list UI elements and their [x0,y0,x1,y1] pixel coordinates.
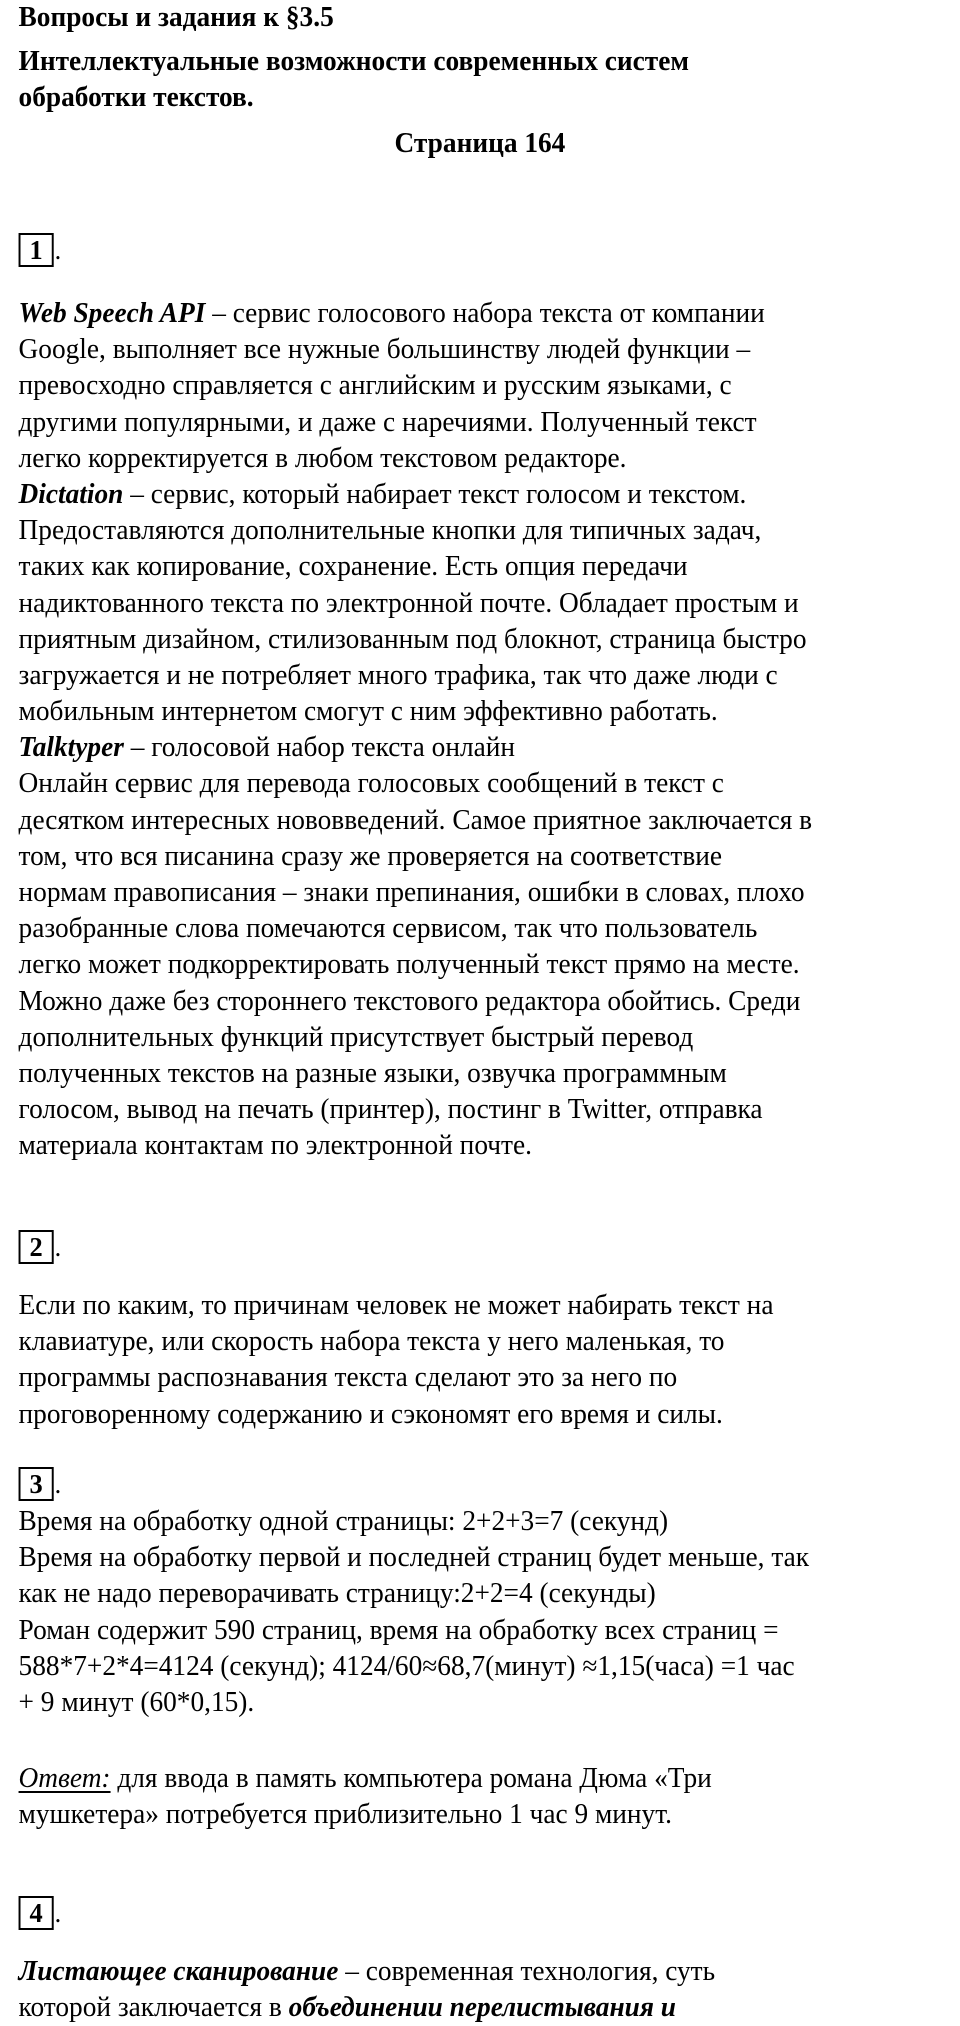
task-1-line: десятком интересных нововведений. Самое приятное заключается в [18,804,813,836]
task-1-line: голосом, вывод на печать (принтер), постинг в Twitter, отправка [18,1094,763,1126]
task-2-body [19,1288,774,1433]
task-2-line: Если по каким, то причинам человек не может набирать текст на [18,1290,774,1321]
task-1-line: мобильным интернетом смогут с ним эффективно работать. [18,696,718,728]
task-1-line: легко может подкорректировать полученный текст прямо на месте. [18,949,800,981]
task-number-3-value: 3 [29,1469,43,1499]
task-2-line: клавиатуре, или скорость набора текста у него маленькая, то [18,1326,725,1358]
task-number-2-value: 2 [29,1232,43,1262]
page-title-line-1: Интеллектуальные возможности современных систем [18,46,689,77]
task-2-line: программы распознавания текста сделают это за него по [18,1362,678,1394]
term-combining: объединении перелистывания и [288,1992,676,2024]
task-1-line: легко корректируется в любом текстовом редакторе. [18,442,627,474]
task-1-line: приятным дизайном, стилизованным под блокнот, страница быстро [18,623,807,655]
task-3-line: 588*7+2*4=4124 (секунд); 4124/60≈68,7(минут) ≈1,15(часа) =1 час [18,1650,795,1682]
task-1-line: Talktyper – голосовой набор текста онлайн [18,732,515,764]
task-3-line: как не надо переворачивать страницу:2+2=4 (секунды) [18,1578,656,1610]
task-1-line: другими популярными, и даже с наречиями. Полученный текст [18,406,757,438]
page-number-label: Страница 164 [394,128,566,159]
task-number-1: 1 . [19,233,54,267]
task-1-line: превосходно справляется с английским и русским языками, с [18,370,732,402]
term-dictation: Dictation [18,478,124,510]
task-1-line: том, что вся писанина сразу же проверяется на соответствие [18,840,722,872]
task-1-line: Dictation – сервис, который набирает текст голосом и текстом. [18,478,747,510]
task-4-line: Листающее сканирование – современная технология, суть [18,1956,716,1987]
task-4-body [19,1954,716,2026]
task-1-line: полученных текстов на разные языки, озвучка программным [18,1057,727,1089]
task-number-1-value: 1 [29,235,43,265]
task-1-line: надиктованного текста по электронной почте. Обладает простым и [18,587,799,619]
task-2-line: проговоренному содержанию и сэкономят его время и силы. [18,1398,723,1430]
term-talktyper: Talktyper [18,732,124,764]
task-number-3: 3 . [19,1467,54,1501]
task-1-line: дополнительных функций присутствует быстрый перевод [18,1021,694,1053]
task-1-line: нормам правописания – знаки препинания, ошибки в словах, плохо [18,877,805,908]
task-1-line: таких как копирование, сохранение. Есть опция передачи [18,551,688,583]
task-1-line: Google, выполняет все нужные большинству людей функции – [18,334,751,366]
task-1-line: Можно даже без стороннего текстового редактора обойтись. Среди [18,985,801,1017]
section-heading: Вопросы и задания к §3.5 [18,2,334,33]
task-3-body [19,1504,809,1721]
task-3-line: + 9 минут (60*0,15). [18,1686,255,1718]
task-1-body [19,296,813,1165]
task-3-line: Время на обработку первой и последней страниц будет меньше, так [18,1542,810,1574]
task-number-4: 4 . [19,1896,54,1930]
task-1-line: разобранные слова помечаются сервисом, так что пользователь [18,913,758,945]
term-scrolling-scanning: Листающее сканирование [18,1956,339,1987]
answer-line: мушкетера» потребуется приблизительно 1 час 9 минут. [18,1799,672,1831]
answer-label: Ответ: [18,1763,111,1794]
page-title-line-2: обработки текстов. [18,82,254,113]
task-1-line: загружается и не потребляет много трафика, так что даже люди с [18,659,778,691]
task-4-line: которой заключается в объединении перелистывания и [18,1992,676,2024]
task-1-line: Предоставляются дополнительные кнопки для типичных задач, [18,515,762,547]
task-3-line: Время на обработку одной страницы: 2+2+3=7 (секунд) [18,1506,669,1537]
term-web-speech-api: Web Speech API [18,298,206,329]
task-3-line: Роман содержит 590 страниц, время на обработку всех страниц = [18,1614,779,1646]
task-3-answer [19,1761,712,1833]
task-1-line: Web Speech API – сервис голосового набора текста от компании [18,298,765,329]
answer-line: Ответ: для ввода в память компьютера романа Дюма «Три [18,1763,712,1794]
task-1-line: Онлайн сервис для перевода голосовых сообщений в текст с [18,768,724,800]
task-1-line: материала контактам по электронной почте. [18,1130,532,1162]
task-number-4-value: 4 [29,1898,43,1928]
task-number-2: 2 . [19,1230,54,1264]
